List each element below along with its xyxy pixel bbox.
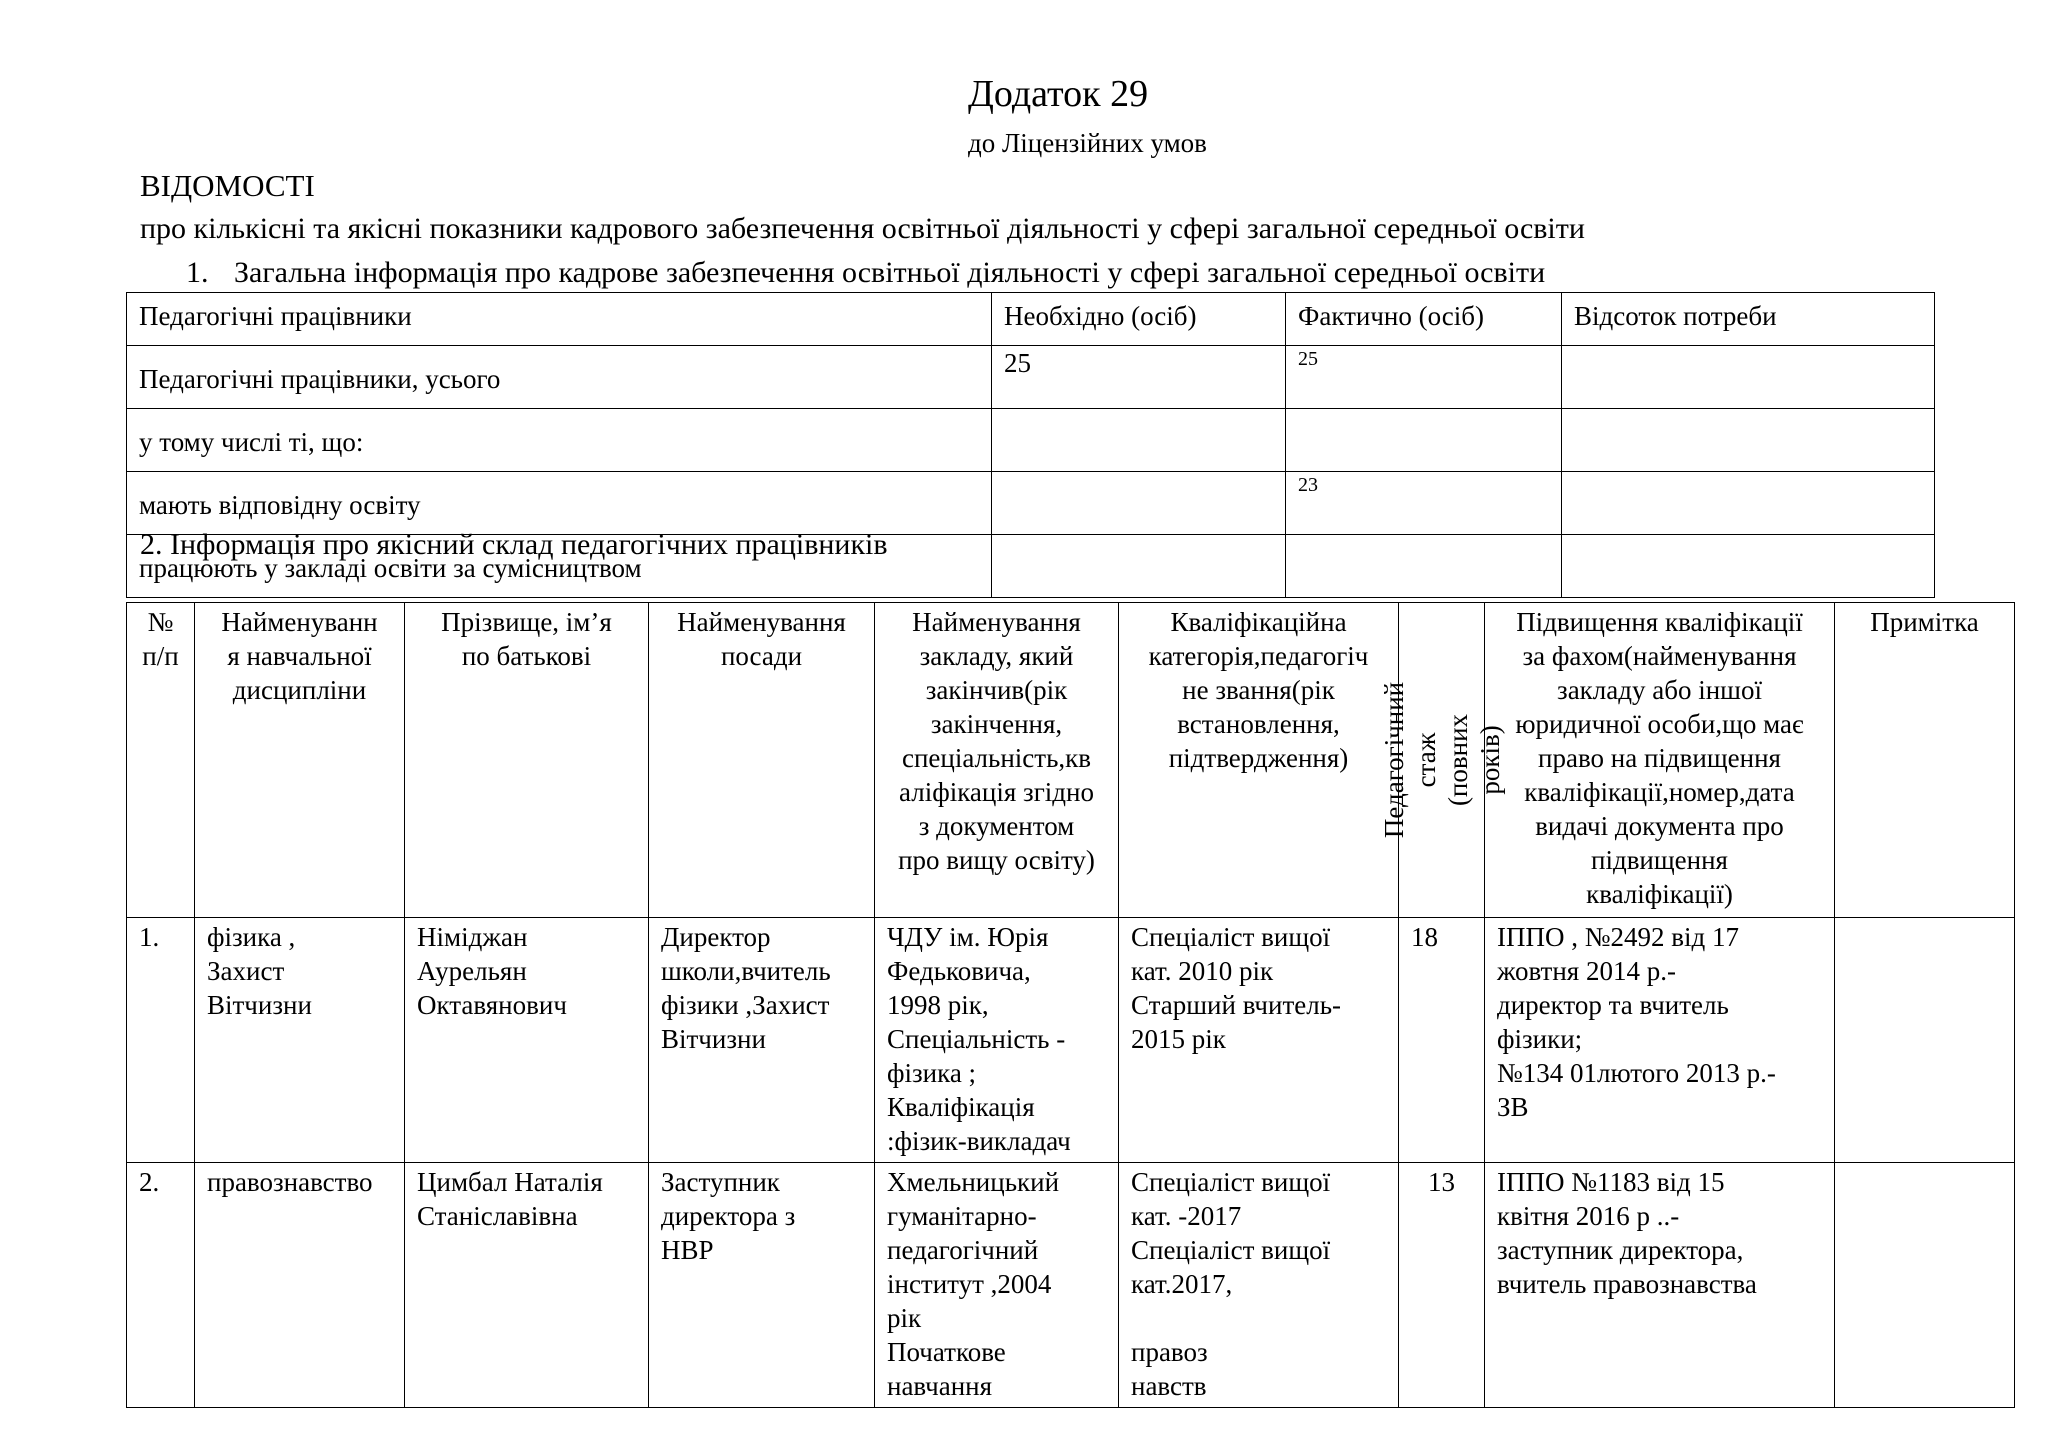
column-header-position: Найменування посади	[649, 603, 875, 918]
column-header-number: № п/п	[127, 603, 195, 918]
row-label: працюють у закладі освіти за сумісництвом	[127, 535, 992, 598]
percent-cell	[1562, 409, 1935, 472]
column-header-education: Найменування закладу, який закінчив(рік закінчення, спеціальність,кв аліфікація згідно з документом про вищу освіту)	[875, 603, 1119, 918]
column-header-note: Примітка	[1835, 603, 2015, 918]
row-number: 2.	[127, 1163, 195, 1408]
name-cell: Німіджан Аурельян Октавянович	[405, 918, 649, 1163]
section2-heading: 2. Інформація про якісний склад педагогічних працівників	[140, 528, 888, 561]
table-row	[127, 1163, 2015, 1408]
table-row	[127, 918, 2015, 1163]
row-label: у тому числі ті, що:	[127, 409, 992, 472]
position-cell: Директор школи,вчитель фізики ,Захист Вітчизни	[649, 918, 875, 1163]
section1-title: Загальна інформація про кадрове забезпечення освітньої діяльності у сфері загальної середньої освіти	[234, 256, 1546, 289]
note-cell	[1835, 918, 2015, 1163]
section1-heading	[186, 256, 1545, 290]
actual-cell: 23	[1286, 472, 1562, 535]
education-cell: Хмельницький гуманітарно- педагогічний інститут ,2004 рік Початкове навчання	[875, 1163, 1119, 1408]
table-row	[127, 409, 1935, 472]
needed-cell: 25	[992, 346, 1286, 409]
position-cell: Заступник директора з НВР	[649, 1163, 875, 1408]
needed-cell	[992, 409, 1286, 472]
table-header-row	[127, 293, 1935, 346]
column-header-subject: Найменуванн я навчальної дисципліни	[195, 603, 405, 918]
staff-qualification-table	[126, 602, 2015, 1408]
percent-cell	[1562, 472, 1935, 535]
category-cell: Спеціаліст вищої кат. -2017 Спеціаліст вищої кат.2017, правоз навств	[1119, 1163, 1399, 1408]
actual-cell	[1286, 409, 1562, 472]
page-title: Додаток 29	[968, 73, 1149, 115]
note-cell	[1835, 1163, 2015, 1408]
column-header-name: Прізвище, ім’я по батькові	[405, 603, 649, 918]
experience-header-text: Педагогічний стаж (повних років)	[1378, 681, 1505, 839]
training-cell: ІППО №1183 від 15 квітня 2016 р ..- заступник директора, вчитель правознавства	[1485, 1163, 1835, 1408]
column-header: Відсоток потреби	[1562, 293, 1935, 346]
percent-cell	[1562, 535, 1935, 598]
actual-cell	[1286, 535, 1562, 598]
subject-cell: фізика , Захист Вітчизни	[195, 918, 405, 1163]
row-label: Педагогічні працівники, усього	[127, 346, 992, 409]
section1-number: 1.	[186, 256, 209, 289]
document-subheading: про кількісні та якісні показники кадрового забезпечення освітньої діяльності у сфері загальної середньої освіти	[140, 212, 1585, 245]
needed-cell	[992, 472, 1286, 535]
needed-cell	[992, 535, 1286, 598]
column-header-training: Підвищення кваліфікації за фахом(найменування закладу або іншої юридичної особи,що має право на підвищення кваліфікації,номер,дата видачі документа про підвищення кваліфікації)	[1485, 603, 1835, 918]
table-row	[127, 472, 1935, 535]
category-cell: Спеціаліст вищої кат. 2010 рік Старший вчитель- 2015 рік	[1119, 918, 1399, 1163]
actual-cell: 25	[1286, 346, 1562, 409]
column-header-category: Кваліфікаційна категорія,педагогіч не звання(рік встановлення, підтвердження)	[1119, 603, 1399, 918]
training-cell: ІППО , №2492 від 17 жовтня 2014 р.- директор та вчитель фізики; №134 01лютого 2013 р.- ЗВ	[1485, 918, 1835, 1163]
column-header: Необхідно (осіб)	[992, 293, 1286, 346]
experience-cell: 13	[1399, 1163, 1485, 1408]
column-header-experience	[1378, 603, 1505, 918]
table-header-row	[127, 603, 2015, 918]
percent-cell	[1562, 346, 1935, 409]
subject-cell: правознавство	[195, 1163, 405, 1408]
table-row	[127, 346, 1935, 409]
education-cell: ЧДУ ім. Юрія Федьковича, 1998 рік, Спеціальність - фізика ; Кваліфікація :фізик-викладач	[875, 918, 1119, 1163]
column-header: Педагогічні працівники	[127, 293, 992, 346]
row-number: 1.	[127, 918, 195, 1163]
column-header: Фактично (осіб)	[1286, 293, 1562, 346]
experience-cell: 18	[1399, 918, 1485, 1163]
name-cell: Цимбал Наталія Станіславівна	[405, 1163, 649, 1408]
document-heading: ВІДОМОСТІ	[140, 168, 315, 203]
page-subtitle: до Ліцензійних умов	[968, 128, 1207, 158]
row-label: мають відповідну освіту	[127, 472, 992, 535]
